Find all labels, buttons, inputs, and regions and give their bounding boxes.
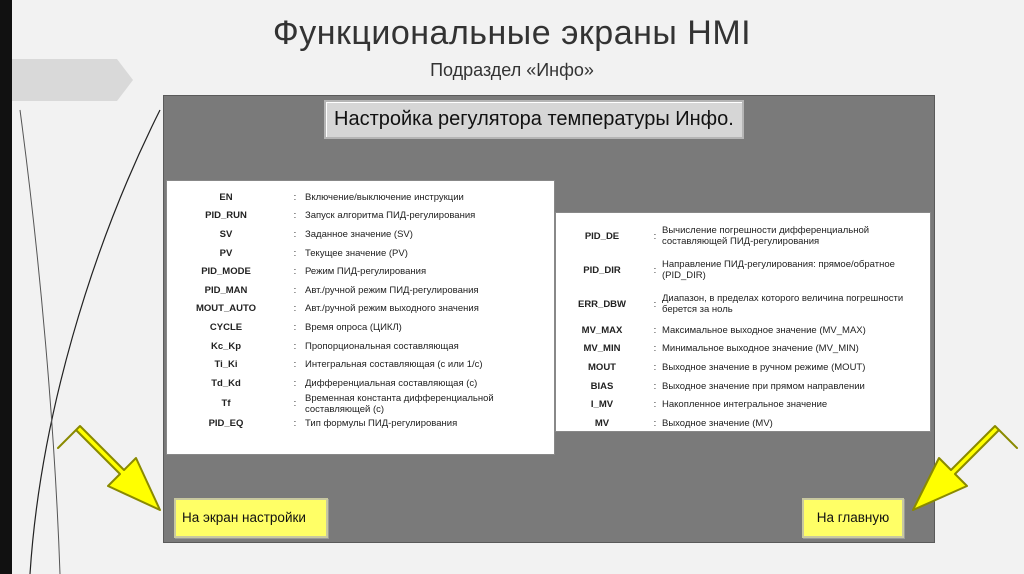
slide-subtitle: Подраздел «Инфо» [430, 60, 594, 80]
param-separator: : [293, 266, 297, 278]
param-separator: : [293, 228, 297, 240]
right-parameter-list [555, 212, 931, 432]
param-separator: : [293, 210, 297, 222]
left-param-row [167, 374, 527, 393]
right-param-row [556, 219, 918, 253]
param-key: MV_MAX [581, 324, 623, 336]
param-description: Время опроса (ЦИКЛ) [305, 321, 402, 333]
slide-title: Функциональные экраны HMI [272, 14, 752, 52]
param-description: Временная константа дифференциальной составляющей (с) [305, 392, 494, 415]
left-param-row [167, 318, 527, 337]
param-description: Выходное значение в ручном режиме (MOUT) [662, 361, 866, 373]
arrow-to-home-button [905, 420, 1023, 515]
param-separator: : [293, 340, 297, 352]
param-description: Авт./ручной режим ПИД-регулирования [305, 284, 479, 296]
param-key: ERR_DBW [577, 298, 627, 310]
left-param-row [167, 355, 527, 374]
left-param-row [167, 225, 527, 244]
param-key: CYCLE [209, 321, 243, 333]
param-key: MV [594, 417, 610, 429]
arrow-to-settings-button [52, 420, 167, 515]
param-separator: : [653, 417, 657, 429]
left-param-row [167, 300, 527, 319]
param-key: EN [219, 191, 233, 203]
param-description: Направление ПИД-регулирования: прямое/обратное (PID_DIR) [662, 259, 895, 281]
param-key: MOUT [588, 361, 616, 373]
param-separator: : [293, 247, 297, 259]
left-param-row [167, 244, 527, 263]
param-key: Ti_Ki [214, 359, 238, 371]
param-key: Td_Kd [211, 377, 241, 389]
left-param-row [167, 262, 527, 281]
param-separator: : [653, 324, 657, 336]
right-param-row [556, 253, 918, 287]
left-param-row [167, 188, 527, 207]
home-button[interactable]: На главную [802, 498, 904, 538]
right-param-row [556, 395, 918, 414]
left-param-row [167, 393, 527, 415]
param-description: Вычисление погрешности дифференциальной составляющей ПИД-регулирования [662, 225, 870, 247]
param-key: MOUT_AUTO [196, 303, 256, 315]
param-key: PID_DIR [583, 264, 621, 276]
right-param-row [556, 340, 918, 359]
param-separator: : [653, 230, 657, 242]
hmi-screen [163, 95, 935, 543]
hmi-screen-title: Настройка регулятора температуры Инфо. [324, 100, 744, 139]
param-separator: : [293, 191, 297, 203]
param-description: Диапазон, в пределах которого величина погрешности берется за ноль [662, 293, 904, 315]
param-key: PID_RUN [205, 210, 247, 222]
param-key: Tf [221, 398, 231, 410]
left-param-row [167, 337, 527, 356]
param-separator: : [293, 359, 297, 371]
param-key: I_MV [590, 399, 614, 411]
param-description: Запуск алгоритма ПИД-регулирования [305, 210, 476, 222]
param-description: Интегральная составляющая (с или 1/с) [305, 359, 483, 371]
param-description: Накопленное интегральное значение [662, 399, 828, 411]
right-param-row [556, 414, 918, 433]
right-param-row [556, 321, 918, 340]
param-key: Kc_Kp [210, 340, 242, 352]
param-separator: : [653, 399, 657, 411]
param-key: PID_DE [584, 230, 620, 242]
param-key: PID_EQ [208, 418, 244, 430]
param-separator: : [653, 298, 657, 310]
param-separator: : [293, 377, 297, 389]
param-separator: : [293, 321, 297, 333]
param-key: PID_MAN [204, 284, 248, 296]
param-separator: : [653, 380, 657, 392]
param-description: Выходное значение при прямом направлении [662, 380, 865, 392]
param-description: Пропорциональная составляющая [305, 340, 459, 352]
param-description: Текущее значение (PV) [305, 247, 408, 259]
param-key: SV [219, 228, 233, 240]
right-param-row [556, 287, 918, 321]
left-parameter-list [166, 180, 555, 455]
param-separator: : [293, 284, 297, 296]
param-separator: : [653, 361, 657, 373]
param-separator: : [653, 264, 657, 276]
param-description: Дифференциальная составляющая (с) [305, 377, 478, 389]
param-description: Минимальное выходное значение (MV_MIN) [662, 343, 859, 355]
param-key: BIAS [590, 380, 614, 392]
left-param-row [167, 281, 527, 300]
param-key: MV_MIN [583, 343, 621, 355]
param-description: Заданное значение (SV) [305, 228, 413, 240]
left-param-row [167, 207, 527, 226]
settings-screen-button[interactable]: На экран настройки [174, 498, 328, 538]
left-param-row [167, 415, 527, 434]
param-description: Максимальное выходное значение (MV_MAX) [662, 324, 866, 336]
param-separator: : [653, 343, 657, 355]
param-description: Выходное значение (MV) [662, 417, 773, 429]
param-description: Авт./ручной режим выходного значения [305, 303, 479, 315]
param-separator: : [293, 398, 297, 410]
right-param-row [556, 377, 918, 396]
param-separator: : [293, 303, 297, 315]
param-description: Включение/выключение инструкции [305, 191, 464, 203]
right-param-row [556, 358, 918, 377]
param-separator: : [293, 418, 297, 430]
param-description: Тип формулы ПИД-регулирования [305, 418, 458, 430]
param-key: PID_MODE [201, 266, 251, 278]
param-description: Режим ПИД-регулирования [305, 266, 427, 278]
param-key: PV [219, 247, 233, 259]
